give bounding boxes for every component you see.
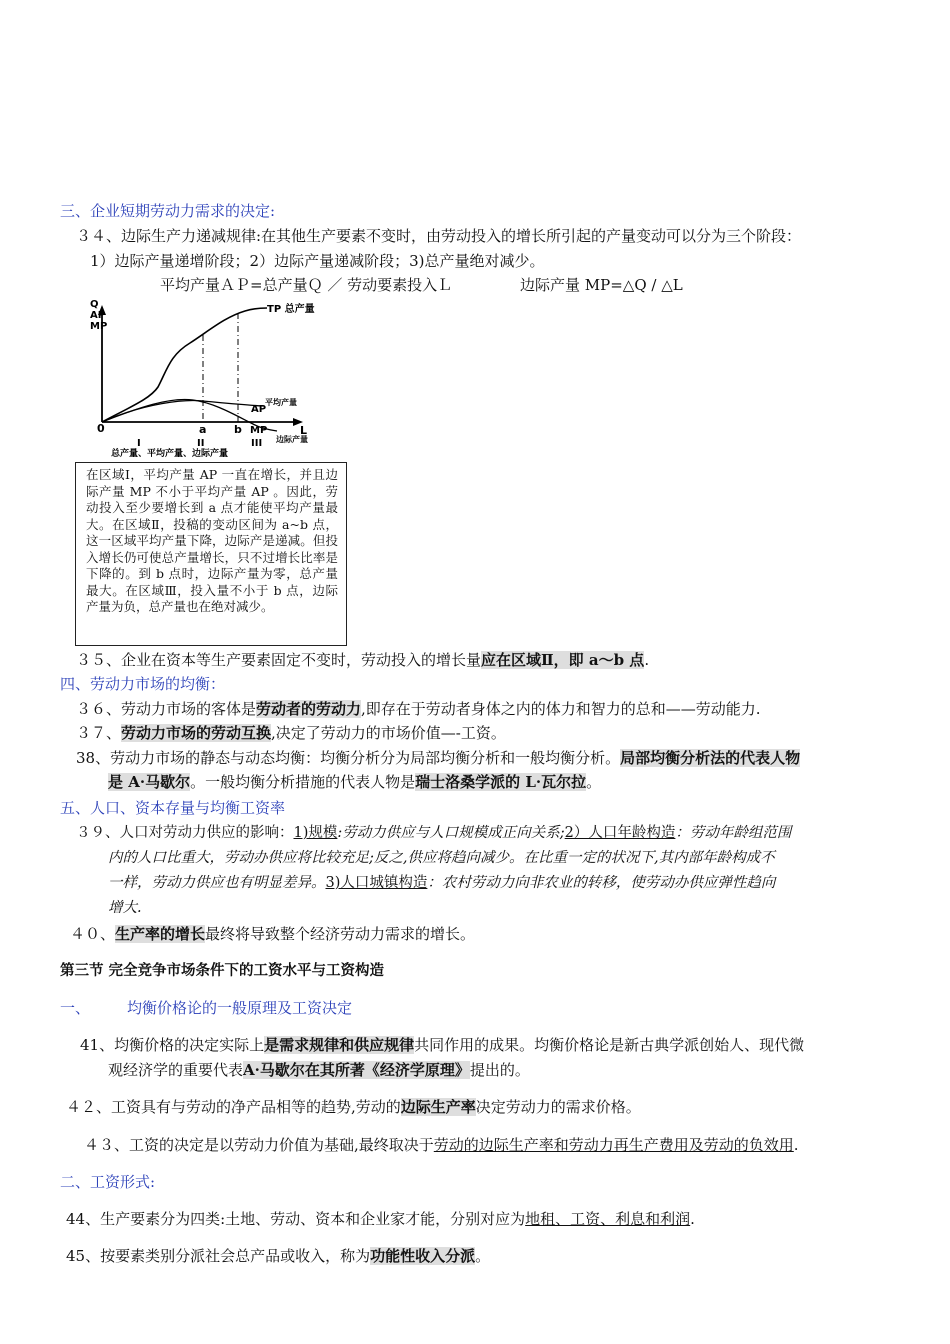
paragraph-37 xyxy=(76,722,506,744)
p36-text: ３６、劳动力市场的客体是 xyxy=(76,700,257,718)
y-axis-label-ap: AP xyxy=(90,310,106,321)
p39-urban: 3)人口城镇构造 xyxy=(325,875,428,891)
region-1-label: I xyxy=(137,438,141,449)
mp-label: MP xyxy=(250,425,268,436)
mp-cn-label: 边际产量 xyxy=(276,435,308,444)
section-heading-5: 五、人口、资本存量与均衡工资率 xyxy=(60,799,286,817)
section-heading-4: 四、劳动力市场的均衡： xyxy=(60,675,226,693)
paragraph-34: ３４、边际生产力递减规律:在其他生产要素不变时，由劳动投入的增长所引起的产量变动可以分为三个阶段： xyxy=(76,227,802,245)
paragraph-35 xyxy=(76,649,649,671)
formula-marginal-product: 边际产量 MP=△Q / △L xyxy=(520,276,683,294)
p35-highlight: 应在区域Ⅱ，即 a～b 点 xyxy=(481,651,645,669)
p41-text-3: 观经济学的重要代表 xyxy=(108,1061,244,1079)
p42-text: ４２、工资具有与劳动的净产品相等的趋势,劳动的 xyxy=(66,1098,401,1116)
region-2-label: II xyxy=(197,438,205,449)
formula-average-product: 平均产量ＡＰ=总产量Ｑ ／ 劳动要素投入Ｌ xyxy=(160,276,453,294)
p38-text: 38、劳动力市场的静态与动态均衡：均衡分析分为局部均衡分析和一般均衡分析。 xyxy=(76,749,621,767)
paragraph-39 xyxy=(76,822,791,844)
p42-highlight: 边际生产率 xyxy=(400,1098,476,1116)
origin-label: 0 xyxy=(97,422,105,435)
p43-underline: 劳动的边际生产率和劳动力再生产费用及劳动的负效用 xyxy=(433,1136,794,1154)
p36-highlight: 劳动者的劳动力 xyxy=(256,700,362,718)
p37-end: ,决定了劳动力的市场价值—-工资。 xyxy=(271,724,506,742)
point-a-label: a xyxy=(199,423,207,436)
p37-highlight: 劳动力市场的劳动互换 xyxy=(121,724,272,742)
p40-end: 最终将导致整个经济劳动力需求的增长。 xyxy=(205,925,476,943)
p41-text-2: 共同作用的成果。均衡价格论是新古典学派创始人、现代微 xyxy=(414,1036,805,1054)
p41-text: 41、均衡价格的决定实际上 xyxy=(80,1036,265,1054)
p44-end: . xyxy=(690,1210,695,1228)
x-axis-label: L xyxy=(300,424,308,437)
paragraph-38-cont xyxy=(108,771,601,793)
subsection-2-title: 二、工资形式: xyxy=(60,1173,156,1191)
p45-highlight: 功能性收入分派 xyxy=(370,1247,476,1265)
p38-highlight-3: 瑞士洛桑学派的 L·瓦尔拉 xyxy=(415,773,587,791)
region-explanation-box: 在区域Ⅰ，平均产量 AP 一直在增长，并且边际产量 MP 不小于平均产量 AP 。因此，劳动投入至少要增长到 a 点才能使平均产量最大。在区域Ⅱ，投稿的变动区间为 a~b 点，这一区域平均产量下降，边际产是递减。但投入增长仍可使总产量增长，只不过增长比率是下降的。到 b 点时，边际产量为零，总产量最大。在区域Ⅲ，投入量不小于 b 点，边际产量为负，总产量也在绝对减少。 xyxy=(75,462,347,646)
region-3-label: III xyxy=(251,438,263,449)
p35-text: ３５、企业在资本等生产要素固定不变时，劳动投入的增长量 xyxy=(76,651,482,669)
p39-intro: ３９、人口对劳动力供应的影响： xyxy=(76,825,294,841)
p41-highlight-1: 是需求规律和供应规律 xyxy=(264,1036,415,1054)
p39-age-desc: ：劳动年龄组范围 xyxy=(675,825,792,841)
paragraph-43 xyxy=(84,1134,799,1156)
subsection-1-title: 均衡价格论的一般原理及工资决定 xyxy=(127,999,353,1017)
p38-end: 。 xyxy=(586,773,602,791)
p39-scale: 1)规模 xyxy=(293,825,338,841)
paragraph-45 xyxy=(66,1245,490,1267)
p44-text: 44、生产要素分为四类:土地、劳动、资本和企业家才能，分别对应为 xyxy=(66,1210,526,1228)
paragraph-38 xyxy=(76,747,800,769)
p43-text: ４３、工资的决定是以劳动力价值为基础,最终取决于 xyxy=(84,1136,434,1154)
p44-underline: 地租、工资、利息和利润 xyxy=(525,1210,691,1228)
p41-highlight-2: A·马歇尔在其所著《经济学原理》 xyxy=(243,1061,470,1079)
p37-num: ３７、 xyxy=(76,724,122,742)
p38-highlight-1: 局部均衡分析法的代表人物 xyxy=(620,749,801,767)
p40-highlight: 生产率的增长 xyxy=(115,925,206,943)
p45-end: 。 xyxy=(475,1247,491,1265)
p42-end: 决定劳动力的需求价格。 xyxy=(475,1098,641,1116)
paragraph-44 xyxy=(66,1208,695,1230)
paragraph-41 xyxy=(80,1034,804,1056)
p39-urban-desc: ：农村劳动力向非农业的转移，使劳动办供应弹性趋向 xyxy=(427,875,776,891)
y-axis-label-q: Q xyxy=(90,299,99,310)
p39-diff: 一样，劳动力供应也有明显差异。 xyxy=(108,875,326,891)
p35-end: . xyxy=(644,651,650,669)
p40-num: ４０、 xyxy=(70,925,116,943)
section-heading-3: 三、企业短期劳动力需求的决定: xyxy=(60,202,276,220)
paragraph-40 xyxy=(70,923,475,945)
p43-end: . xyxy=(793,1136,799,1154)
section-3-title: 第三节 完全竞争市场条件下的工资水平与工资构造 xyxy=(60,963,385,979)
ap-label: AP xyxy=(251,404,267,415)
point-b-label: b xyxy=(234,423,242,436)
paragraph-36 xyxy=(76,698,761,720)
paragraph-42 xyxy=(66,1096,641,1118)
ap-cn-label: 平均产量 xyxy=(265,398,297,407)
ap-curve xyxy=(102,401,263,422)
p39-scale-desc: :劳动力供应与人口规模成正向关系; xyxy=(337,825,565,841)
p41-end: 提出的。 xyxy=(469,1061,530,1079)
p36-end: ,即存在于劳动者身体之内的体力和智力的总和——劳动能力. xyxy=(361,700,761,718)
p39-age: 2）人口年龄构造 xyxy=(564,825,676,841)
subsection-1-number: 一、 xyxy=(60,999,91,1017)
paragraph-39-line4: 增大. xyxy=(108,900,142,916)
paragraph-39-line3 xyxy=(108,872,775,894)
y-axis-label-mp: MP xyxy=(90,321,108,332)
p38-text-2: 。一般均衡分析措施的代表人物是 xyxy=(190,773,416,791)
figure-caption: 总产量、平均产量、边际产量 xyxy=(111,449,229,459)
production-curve-figure xyxy=(85,295,330,463)
p45-text: 45、按要素类别分派社会总产品或收入，称为 xyxy=(66,1247,371,1265)
paragraph-39-line2: 内的人口比重大，劳动办供应将比较充足;反之,供应将趋向减少。在比重一定的状况下,其内部年龄构成不 xyxy=(108,850,775,866)
paragraph-34-stages: 1）边际产量递增阶段；2）边际产量递减阶段；3)总产量绝对减少。 xyxy=(90,252,545,270)
p38-highlight-2: 是 A·马歇尔 xyxy=(108,773,191,791)
paragraph-41-cont xyxy=(108,1059,530,1081)
tp-label: TP 总产量 xyxy=(267,304,315,315)
